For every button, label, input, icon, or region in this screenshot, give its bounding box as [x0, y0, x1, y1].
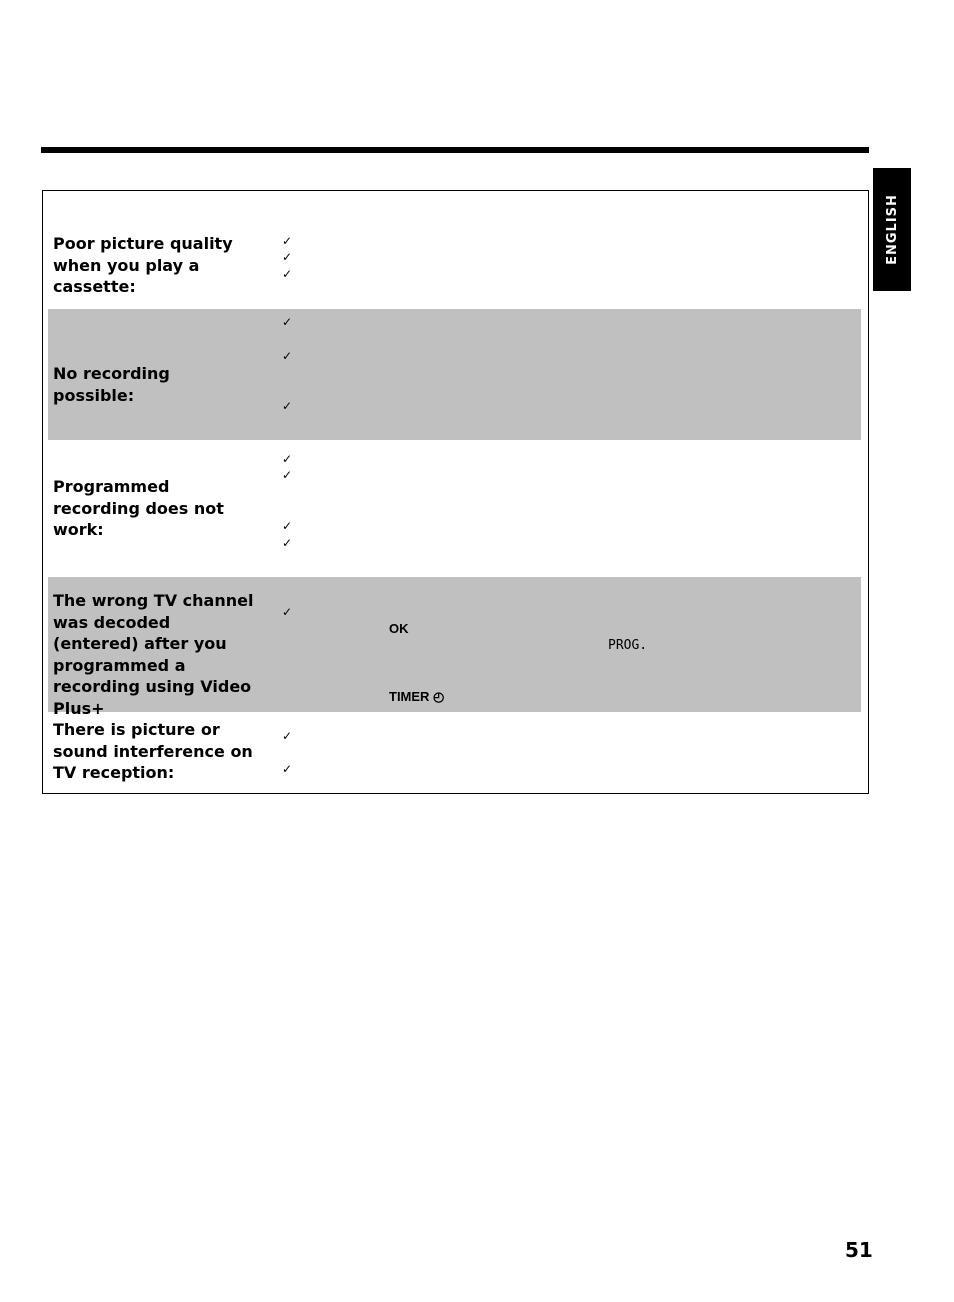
- check-icon: ✓: [282, 468, 293, 482]
- problem-text: Programmed recording does not work:: [53, 477, 224, 539]
- language-tab: [873, 168, 911, 291]
- check-icon: ✓: [282, 349, 293, 363]
- check-icon: ✓: [282, 536, 293, 550]
- table-row: [48, 309, 861, 440]
- check-icon: ✓: [282, 315, 293, 329]
- prog-display-text: PROG.: [608, 638, 648, 653]
- check-icon: ✓: [282, 519, 293, 533]
- table-row: [48, 712, 861, 794]
- check-icon: ✓: [282, 605, 293, 619]
- problem-text: No recording possible:: [53, 364, 170, 405]
- troubleshooting-table: [42, 190, 869, 794]
- problem-text: The wrong TV channel was decoded (entered) after you programmed a recording using Video Plus+: [53, 591, 254, 718]
- check-icon: ✓: [282, 452, 293, 466]
- check-icon: ✓: [282, 250, 293, 264]
- check-icon: ✓: [282, 267, 293, 281]
- check-icon: ✓: [282, 399, 293, 413]
- header-rule: [41, 147, 869, 153]
- timer-key-label: TIMER ◴: [389, 689, 445, 704]
- table-row: [48, 440, 861, 577]
- language-label: ENGLISH: [884, 194, 900, 265]
- page-number: 51: [845, 1238, 873, 1262]
- table-row: [48, 577, 861, 718]
- table-row: [48, 191, 861, 309]
- check-icon: ✓: [282, 762, 293, 776]
- ok-key-label: OK: [389, 621, 409, 636]
- problem-text: There is picture or sound interference on TV reception:: [53, 720, 253, 782]
- problem-text: Poor picture quality when you play a cassette:: [53, 234, 233, 296]
- check-icon: ✓: [282, 234, 293, 248]
- check-icon: ✓: [282, 729, 293, 743]
